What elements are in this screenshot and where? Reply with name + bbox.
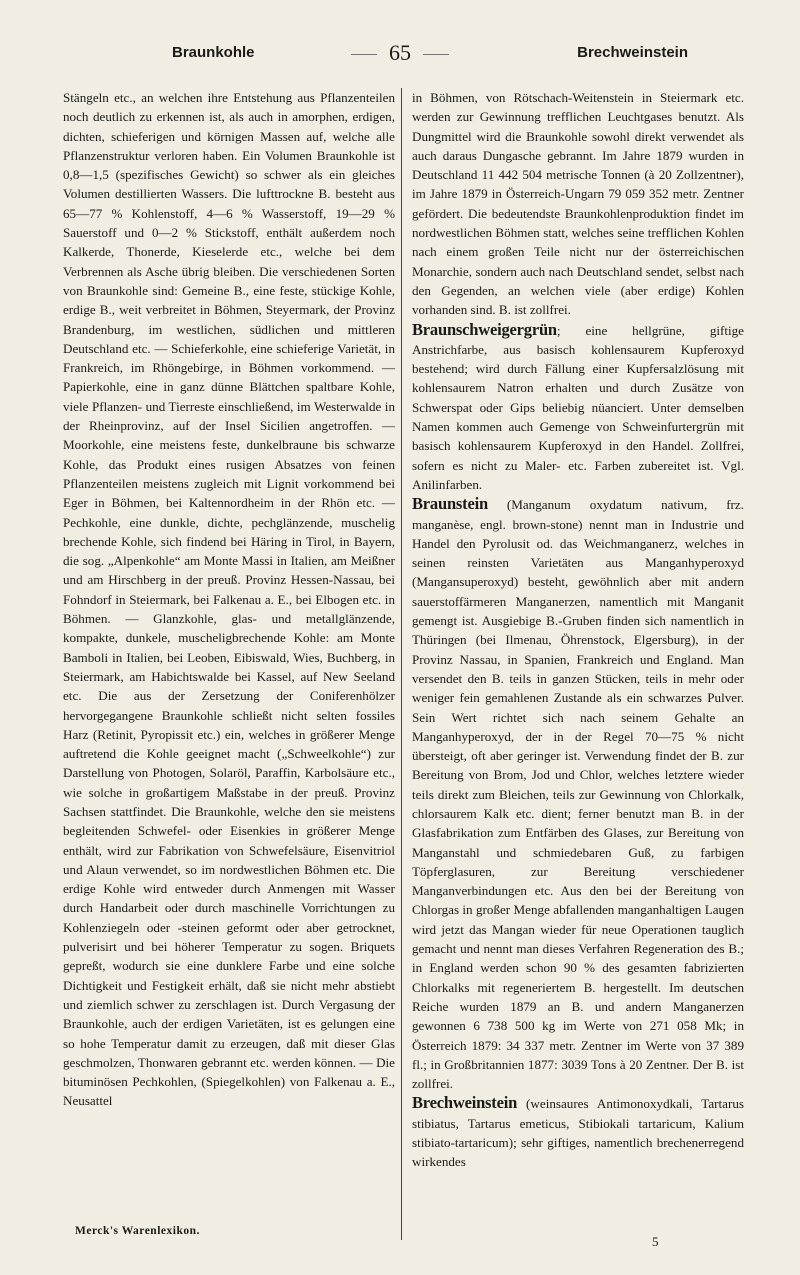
running-header — [62, 40, 738, 66]
footer-signature-number: 5 — [652, 1234, 659, 1249]
entry-text: ; eine hellgrüne, giftige Anstrichfarbe, aus basisch kohlensaurem Kupferoxyd bestehend; wird durch Fällung einer Kupfersalzlösung mit kohlensaurem Natron erhalten und durch Zusätze von Schwerspat oder Gips beliebig nüanciert. Unter demselben Namen kommen auch Gemenge von Schweinfurtergrün mit basisch kohlensaurem Kupferoxyd in den Handel. Zollfrei, sofern es nicht zu Maler- etc. Farben zubereitet ist. Vgl. Anilinfarben. — [412, 322, 744, 492]
entry-term: Braunstein — [412, 494, 488, 514]
footer-publication: Merck's Warenlexikon. — [75, 1225, 200, 1237]
right-column — [412, 88, 744, 1172]
entry-term: Braunschweigergrün — [412, 319, 557, 339]
header-right-keyword: Brechweinstein — [577, 44, 688, 61]
right-column-intro: in Böhmen, von Rötschach-Weitenstein in Steiermark etc. werden zur Gewinnung trefflichen Leuchtgases benutzt. Als Dungmittel wird die Braunkohle sowohl direkt verwendet als auch daraus Dungasche gebrannt. Im Jahre 1879 wurden in Deutschland 11 442 504 metrische Tonnen (à 20 Zollzentner), im Jahre 1879 in Österreich-Ungarn 79 059 352 metr. Zentner gefördert. Die bedeutendste Braunkohlenproduktion findet im nordwestlichen Böhmen statt, welches seine trefflichen Kohlen nach einem großen Teile nicht nur der österreichischen Monarchie, sondern auch nach Deutschland sendet, selbst nach den Gegenden, an welchen viele (aber erdige) Kohlen vorhanden sind. B. ist zollfrei. — [412, 90, 744, 318]
entry-text: (weinsaures Antimonoxydkali, Tartarus stibiatus, Tartarus emeticus, Stibiokali tartaricum, Kalium stibiato-tartaricum); sehr giftiges, namentlich brechenerregend wirkendes — [412, 1096, 744, 1170]
page-number: 65 — [389, 40, 411, 65]
entry-text: (Manganum oxydatum nativum, frz. manganèse, engl. brown-stone) nennt man in Industrie und Handel den Pyrolusit od. das Weichmanganerz, welches in seinen reinsten Varietäten aus Manganhyperoxyd (Mangansuperoxyd) besteht, gewöhnlich aber mit andern sauerstoffärmeren Manganerzen, namentlich mit Manganit gemengt ist. Ausgiebige B.-Gruben finden sich namentlich in Thüringen (bei Ilmenau, Öhrenstock, Elgersburg), in der Provinz Nassau, in Spanien, Frankreich und England. Man versendet den B. teils in ganzen Stücken, teils in mehr oder weniger fein gemahlenen Zustande als ein schwarzes Pulver. Sein Wert richtet sich nach seinem Gehalte an Manganhyperoxyd, der in der Regel 70—75 % nicht übersteigt, oft aber geringer ist. Verwendung findet der B. zur Bereitung von Brom, Jod und Chlor, welches letztere wieder teils direkt zum Bleichen, teils zur Gewinnung von Chlorkalk, chlorsaurem Kalk etc. dient; ferner benutzt man B. in der Glasfabrikation zum Entfärben des Glases, zur Bereitung von Manganstahl und schmiedebaren Guß, zu farbigen Töpferglasuren, zur Bereitung verschiedener Manganverbindungen etc. Aus den bei der Bereitung von Chlorgas in großer Menge abfallenden manganhaltigen Laugen wird jetzt das Mangan wieder für neue Operationen tauglich gemacht und nennt man dieses Verfahren Regeneration des B.; in England werden schon 90 % des gesamten fabrizierten Chlorkalks mit regeneriertem B. hergestellt. Im deutschen Reiche wurden 1879 an B. und andern Manganerzen gewonnen 6 738 500 kg im Werte von 271 058 Mk; in Österreich 1879: 34 337 metr. Zentner im Werte von 37 389 fl.; in Großbritannien 1877: 3039 Tons à 20 Zentner. Der B. ist zollfrei. — [412, 497, 744, 1092]
left-column — [63, 88, 395, 1111]
column-divider — [401, 88, 402, 1240]
header-left-keyword: Braunkohle — [172, 44, 255, 61]
entry-term: Brechweinstein — [412, 1093, 518, 1113]
entry-brechweinstein — [412, 1093, 744, 1171]
left-column-text: Stängeln etc., an welchen ihre Entstehung aus Pflanzenteilen noch deutlich zu erkennen ist, als auch in amorphen, erdigen, dichten, schieferigen und körnigen Massen auf, welche alle Pflanzenstruktur verloren haben. Ein Volumen Braunkohle ist 0,8—1,5 (spezifisches Gewicht) so schwer als ein gleiches Volumen destillierten Wassers. Die lufttrockne B. besteht aus 65—77 % Kohlenstoff, 4—6 % Wasserstoff, 19—29 % Sauerstoff und 0—2 % Stickstoff, enthält außerdem noch Kalkerde, Thonerde, Kieselerde etc., welche bei dem Verbrennen als Asche übrig bleiben. Die verschiedenen Sorten von Braunkohle sind: Gemeine B., eine feste, stückige Kohle, erdige B., weit verbreitet in Böhmen, Steyermark, der Provinz Brandenburg, im westlichen, südlichen und mittleren Deutschland etc. — Schieferkohle, eine schieferige Varietät, in Frankreich, im Rhöngebirge, in Böhmen vorkommend. — Papierkohle, eine in ganz dünne Blättchen spaltbare Kohle, viele Pflanzen- und Tierreste einschließend, im Westerwalde in der Rheinprovinz, auf der Insel Sicilien angetroffen. — Moorkohle, eine meistens feste, dunkelbraune bis schwarze Kohle, das Produkt eines rusigen Absatzes von feinen Pflanzenteilen meistens zugleich mit Lignit vorkommend bei Eger in Böhmen, bei Kaltennordheim in der Rhön etc. — Pechkohle, eine dunkle, dichte, pechglänzende, muschelig brechende Kohle, sich findend bei Häring in Tirol, in Bayern, die sog. „Alpenkohle“ am Monte Massi in Italien, am Meißner und am Hirschberg in der preuß. Provinz Hessen-Nassau, bei Fohndorf in Steiermark, bei Falkenau a. E., bei Elbogen etc. in Böhmen. — Glanzkohle, glas- und metallglänzende, kompakte, dunkele, muscheligbrechende Kohle: am Monte Bamboli in Italien, bei Leoben, Eibiswald, Wies, Buchberg, in Steiermark, am Habichtswalde bei Kassel, auf New Seeland etc. Die aus der Zersetzung der Coniferenhölzer hervorgegangene Braunkohle schließt nicht selten fossiles Harz (Retinit, Pyropissit etc.) ein, welches in größerer Menge auftretend die Kohle geeignet macht („Schweelkohle“) zur Darstellung von Photogen, Solaröl, Paraffin, Karbolsäure etc., wie solche in großartigem Maßstabe in der preuß. Provinz Sachsen stattfindet. Die Braunkohle, welche den sie meistens begleitenden Schwefel- oder Eisenkies in größerer Menge enthält, wird zur Fabrikation von Schwefelsäure, Eisenvitriol und Alaun verwendet, so im nordwestlichen Böhmen etc. Die erdige Kohle wird entweder durch Anmengen mit Wasser durch Handarbeit oder durch maschinelle Vorrichtungen zu Kohlenziegeln oder -steinen geformt oder aber getrocknet, pulverisirt und bei höherer Temperatur zu sogen. Briquets gepreßt, wodurch sie eine dunklere Farbe und eine solche Dichtigkeit und Festigkeit erhält, daß sie nicht mehr abstiebt und ziemlich schwer zu zerschlagen ist. Durch Vergasung der Braunkohle, auch der erdigen Varietäten, ist es gelungen eine so hohe Temperatur damit zu erzeugen, daß mit dieser Glas geschmolzen, Thonwaren gebrannt etc. werden können. — Die bituminösen Pechkohlen, (Spiegelkohlen) von Falkenau a. E., Neusattel — [63, 90, 395, 1109]
entry-braunstein — [412, 494, 744, 1093]
entry-braunschweigergruen — [412, 320, 744, 495]
